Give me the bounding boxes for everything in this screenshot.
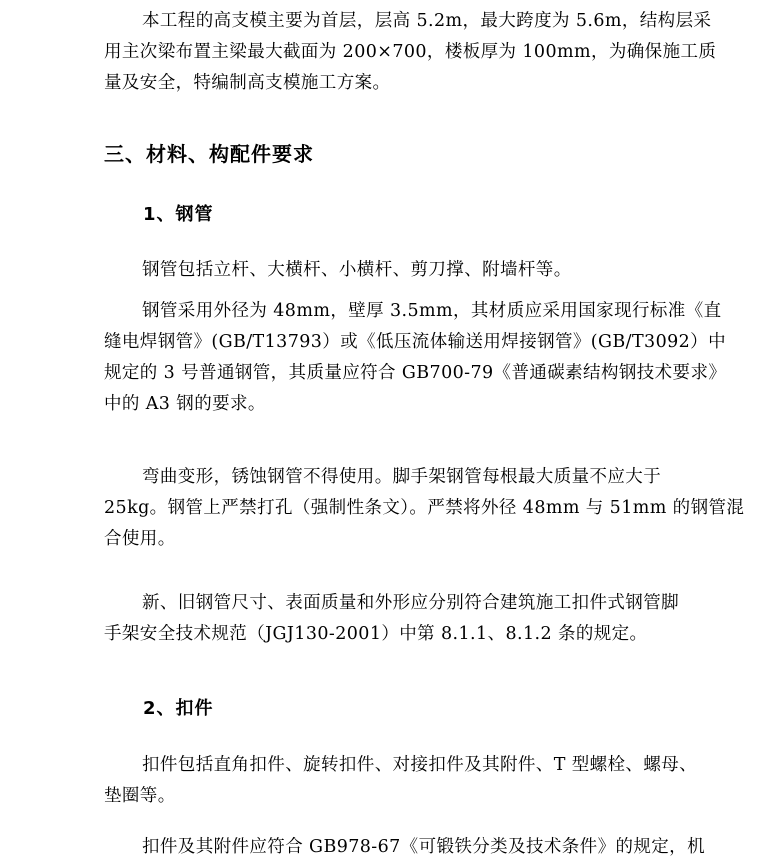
text-line: 钢管包括立杆、大横杆、小横杆、剪刀撑、附墙杆等。 [142,260,572,280]
text-line: 垫圈等。 [104,786,176,806]
text-line: 新、旧钢管尺寸、表面质量和外形应分别符合建筑施工扣件式钢管脚 [142,593,679,613]
section-heading: 三、材料、构配件要求 [104,142,314,166]
text-line: 扣件包括直角扣件、旋转扣件、对接扣件及其附件、T 型螺栓、螺母、 [142,755,698,775]
text-line: 合使用。 [104,529,176,549]
text-line: 用主次梁布置主梁最大截面为 200×700，楼板厚为 100mm，为确保施工质 [104,42,717,62]
text-line: 扣件及其附件应符合 GB978-67《可锻铁分类及技术条件》的规定，机 [142,837,705,857]
subsection-heading-fastener: 2、扣件 [143,698,214,719]
steel-pipe-paragraph-4 [104,588,724,650]
fastener-paragraph-1 [104,750,724,812]
text-line: 弯曲变形，锈蚀钢管不得使用。脚手架钢管每根最大质量不应大于 [142,467,662,487]
text-line: 手架安全技术规范（JGJ130-2001）中第 8.1.1、8.1.2 条的规定。 [104,624,648,644]
text-line: 规定的 3 号普通钢管，其质量应符合 GB700-79《普通碳素结构钢技术要求》 [104,363,727,383]
steel-pipe-paragraph-1 [104,255,724,286]
intro-paragraph [104,6,724,99]
text-line: 量及安全，特编制高支模施工方案。 [104,73,391,93]
subsection-heading-steel-pipe: 1、钢管 [143,204,214,225]
text-line: 本工程的高支模主要为首层，层高 5.2m，最大跨度为 5.6m，结构层采 [142,11,712,31]
text-line: 25kg。钢管上严禁打孔（强制性条文）。严禁将外径 48mm 与 51mm 的钢管混 [104,498,745,518]
text-line: 缝电焊钢管》(GB/T13793）或《低压流体输送用焊接钢管》(GB/T3092）中 [104,332,726,352]
steel-pipe-paragraph-2 [104,296,727,420]
text-line: 钢管采用外径为 48mm，壁厚 3.5mm，其材质应采用国家现行标准《直 [142,301,722,321]
fastener-paragraph-2 [104,832,724,863]
text-line: 中的 A3 钢的要求。 [104,394,266,414]
steel-pipe-paragraph-3 [104,462,745,555]
